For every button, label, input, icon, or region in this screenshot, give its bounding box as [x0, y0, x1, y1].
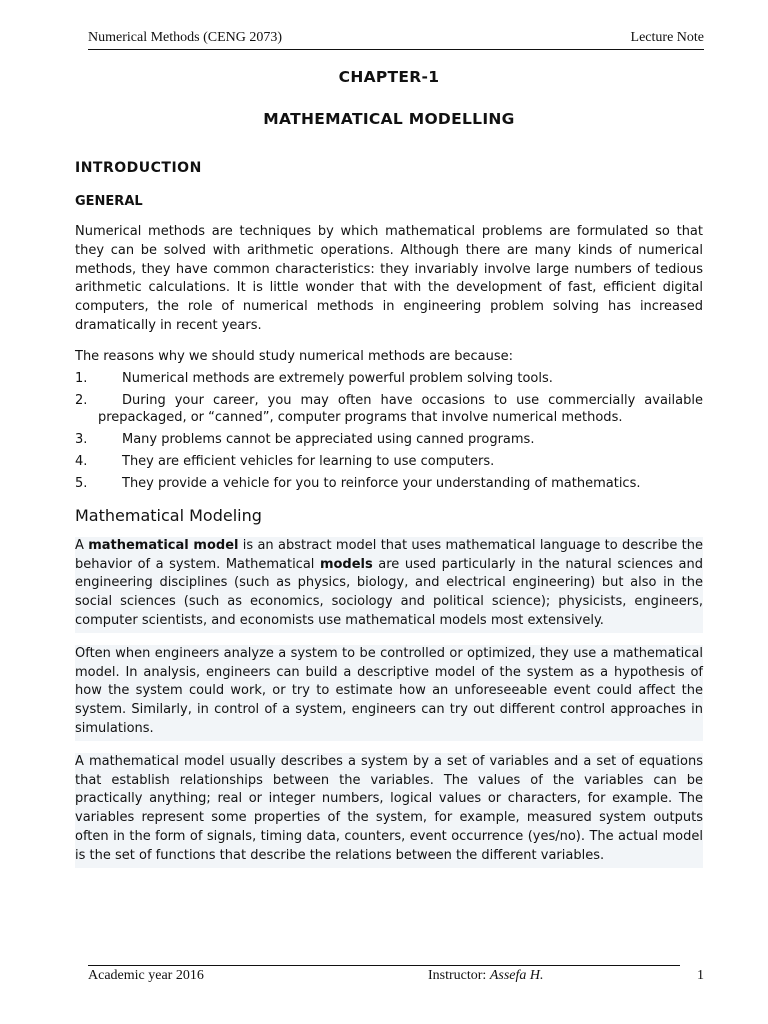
- list-item: 5. They provide a vehicle for you to reinforce your understanding of mathematics.: [75, 475, 641, 491]
- chapter-title: MATHEMATICAL MODELLING: [263, 110, 515, 128]
- mathematical-modeling-heading: Mathematical Modeling: [75, 505, 262, 525]
- general-paragraph: Numerical methods are techniques by which mathematical problems are formulated so that they can be solved with arithmetic operations. Although there are many kinds of numerical methods, they have common characteristics: they invariably involve large numbers of tedious arithmetic calculations. It is little wonder that with the development of fast, efficient digital computers, the role of numerical methods in engineering problem solving has increased dramatically in recent years.: [75, 224, 703, 333]
- header-doc-type: Lecture Note: [630, 30, 704, 45]
- footer-instructor: Instructor: Assefa H.: [428, 968, 544, 983]
- chapter-label: CHAPTER-1: [338, 68, 440, 86]
- list-item: 2. During your career, you may often have occasions to use commercially available prepackaged, or “canned”, computer programs that involve numerical methods.: [75, 392, 703, 425]
- page-footer: [88, 968, 704, 988]
- reasons-intro: The reasons why we should study numerical methods are because:: [75, 348, 514, 364]
- page-content: [75, 64, 703, 868]
- footer-academic-year: Academic year 2016: [88, 968, 204, 983]
- introduction-heading: INTRODUCTION: [75, 160, 202, 176]
- list-item: 3. Many problems cannot be appreciated using canned programs.: [75, 431, 535, 447]
- reasons-list: [75, 370, 703, 492]
- mm-paragraph-3: A mathematical model usually describes a system by a set of variables and a set of equations that establish relationships between the variables. The values of the variables can be practically anything; real or integer numbers, logical values or characters, for example. The variables represent some properties of the system, for example, measured system outputs often in the form of signals, timing data, counters, event occurrence (yes/no). The actual model is the set of functions that describe the relations between the different variables.: [75, 753, 703, 868]
- mm-paragraph-1: A mathematical model is an abstract model that uses mathematical language to describe the behavior of a system. Mathematical models are used particularly in the natural sciences and engineering disciplines (such as physics, biology, and electrical engineering) but also in the social sciences (such as economics, sociology and political science); physicists, engineers, computer scientists, and economists use mathematical models most extensively.: [75, 537, 703, 633]
- mm-paragraph-2: Often when engineers analyze a system to be controlled or optimized, they use a mathematical model. In analysis, engineers can build a descriptive model of the system as a hypothesis of how the system could work, or try to estimate how an unforeseeable event could affect the system. Similarly, in control of a system, engineers can try out different control approaches in simulations.: [75, 645, 703, 741]
- list-item: 4. They are efficient vehicles for learning to use computers.: [75, 453, 495, 469]
- page-number: 1: [697, 968, 704, 983]
- list-item: 1. Numerical methods are extremely powerful problem solving tools.: [75, 370, 553, 386]
- footer-rule: [88, 965, 680, 966]
- header-rule: [88, 49, 704, 50]
- general-heading: GENERAL: [75, 194, 143, 209]
- page-header: [88, 30, 704, 50]
- header-course: Numerical Methods (CENG 2073): [88, 30, 283, 45]
